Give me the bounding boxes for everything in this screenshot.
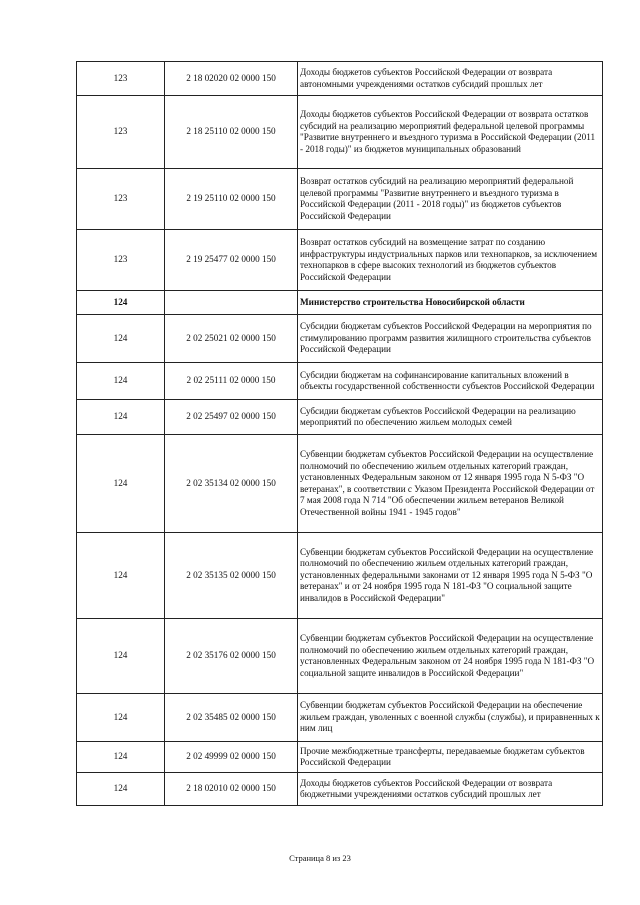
- description-cell: Доходы бюджетов субъектов Российской Федерации от возврата автономными учреждениями остатков субсидий прошлых лет: [298, 62, 603, 96]
- revenue-codes-table: [76, 61, 603, 806]
- budget-code-cell: 2 02 35176 02 0000 150: [165, 619, 298, 694]
- description-cell: Доходы бюджетов субъектов Российской Федерации от возврата бюджетными учреждениями остатков субсидий прошлых лет: [298, 773, 603, 806]
- table-row: [77, 291, 603, 315]
- budget-code-cell: 2 02 25021 02 0000 150: [165, 315, 298, 363]
- table-row: [77, 619, 603, 694]
- table-row: [77, 533, 603, 619]
- table-row: [77, 363, 603, 400]
- admin-code-cell: 124: [77, 315, 165, 363]
- table-row: [77, 773, 603, 806]
- table-row: [77, 315, 603, 363]
- admin-code-cell: 124: [77, 363, 165, 400]
- table-row: [77, 230, 603, 291]
- table-row: [77, 435, 603, 533]
- description-cell: Прочие межбюджетные трансферты, передаваемые бюджетам субъектов Российской Федерации: [298, 742, 603, 773]
- budget-code-cell: 2 18 02010 02 0000 150: [165, 773, 298, 806]
- description-cell: Доходы бюджетов субъектов Российской Федерации от возврата остатков субсидий на реализацию мероприятий федеральной целевой программы "Развитие внутреннего и въездного туризма в Российской Федерации (2011 - 2018 годы)" из бюджетов муниципальных образований: [298, 96, 603, 169]
- description-cell: Субвенции бюджетам субъектов Российской Федерации на обеспечение жильем граждан, уволенных с военной службы (службы), и приравненных к ним лиц: [298, 694, 603, 742]
- budget-code-cell: 2 02 35134 02 0000 150: [165, 435, 298, 533]
- budget-code-cell: 2 19 25477 02 0000 150: [165, 230, 298, 291]
- description-cell: Министерство строительства Новосибирской области: [298, 291, 603, 315]
- budget-code-cell: 2 02 35135 02 0000 150: [165, 533, 298, 619]
- table-row: [77, 169, 603, 230]
- description-cell: Возврат остатков субсидий на возмещение затрат по созданию инфраструктуры индустриальных парков или технопарков, за исключением технопарков в сфере высоких технологий из бюджетов субъектов Российской Федерации: [298, 230, 603, 291]
- table-row: [77, 96, 603, 169]
- table-row: [77, 62, 603, 96]
- table-row: [77, 742, 603, 773]
- admin-code-cell: 123: [77, 169, 165, 230]
- description-cell: Субсидии бюджетам на софинансирование капитальных вложений в объекты государственной собственности субъектов Российской Федерации: [298, 363, 603, 400]
- admin-code-cell: 124: [77, 435, 165, 533]
- budget-code-cell: 2 18 02020 02 0000 150: [165, 62, 298, 96]
- budget-code-cell: 2 02 49999 02 0000 150: [165, 742, 298, 773]
- admin-code-cell: 124: [77, 291, 165, 315]
- budget-code-cell: 2 02 25111 02 0000 150: [165, 363, 298, 400]
- budget-code-cell: 2 02 25497 02 0000 150: [165, 400, 298, 435]
- admin-code-cell: 124: [77, 742, 165, 773]
- page-number-footer: Страница 8 из 23: [289, 853, 351, 863]
- description-cell: Субсидии бюджетам субъектов Российской Федерации на мероприятия по стимулированию программ развития жилищного строительства субъектов Российской Федерации: [298, 315, 603, 363]
- description-cell: Субвенции бюджетам субъектов Российской Федерации на осуществление полномочий по обеспечению жильем отдельных категорий граждан, установленных Федеральным законом от 24 ноября 1995 года N 181-ФЗ "О социальной защите инвалидов в Российской Федерации": [298, 619, 603, 694]
- description-cell: Субвенции бюджетам субъектов Российской Федерации на осуществление полномочий по обеспечению жильем отдельных категорий граждан, установленных Федеральным законом от 12 января 1995 года N 5-ФЗ "О ветеранах", в соответствии с Указом Президента Российской Федерации от 7 мая 2008 года N 714 "Об обеспечении жильем ветеранов Великой Отечественной войны 1941 - 1945 годов": [298, 435, 603, 533]
- admin-code-cell: 123: [77, 230, 165, 291]
- admin-code-cell: 124: [77, 619, 165, 694]
- admin-code-cell: 124: [77, 533, 165, 619]
- admin-code-cell: 124: [77, 400, 165, 435]
- admin-code-cell: 124: [77, 773, 165, 806]
- description-cell: Субсидии бюджетам субъектов Российской Федерации на реализацию мероприятий по обеспечению жильем молодых семей: [298, 400, 603, 435]
- budget-code-cell: 2 19 25110 02 0000 150: [165, 169, 298, 230]
- description-cell: Субвенции бюджетам субъектов Российской Федерации на осуществление полномочий по обеспечению жильем отдельных категорий граждан, установленных федеральными законами от 12 января 1995 года N 5-ФЗ "О ветеранах" и от 24 ноября 1995 года N 181-ФЗ "О социальной защите инвалидов в Российской Федерации": [298, 533, 603, 619]
- admin-code-cell: 123: [77, 62, 165, 96]
- admin-code-cell: 123: [77, 96, 165, 169]
- table-row: [77, 400, 603, 435]
- description-cell: Возврат остатков субсидий на реализацию мероприятий федеральной целевой программы "Развитие внутреннего и въездного туризма в Российской Федерации (2011 - 2018 годы)" из бюджетов субъектов Российской Федерации: [298, 169, 603, 230]
- table-row: [77, 694, 603, 742]
- admin-code-cell: 124: [77, 694, 165, 742]
- budget-code-cell: 2 02 35485 02 0000 150: [165, 694, 298, 742]
- budget-code-cell: [165, 291, 298, 315]
- budget-code-cell: 2 18 25110 02 0000 150: [165, 96, 298, 169]
